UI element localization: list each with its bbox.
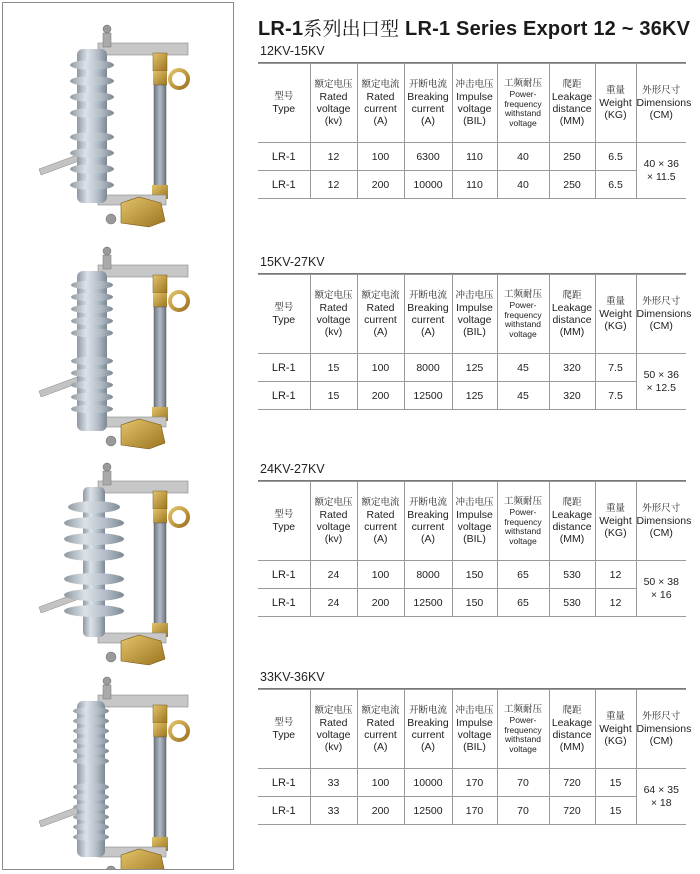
header-label-cn: 重量 [605, 296, 625, 307]
table-header-row [258, 690, 686, 769]
column-header-dimensions [636, 482, 692, 561]
cell-rated-current: 100 [357, 769, 404, 797]
header-label-en: Impulse voltage (BIL) [456, 509, 493, 545]
header-label-en: Rated voltage (kv) [316, 302, 351, 338]
header-label-cn: 开断电流 [408, 290, 447, 301]
cell-dimensions: 50 × 36 × 12.5 [636, 354, 686, 410]
cell-breaking-current: 12500 [404, 797, 452, 825]
header-label-cn: 额定电压 [314, 79, 353, 90]
header-label-cn: 冲击电压 [455, 290, 494, 301]
header-label-cn: 额定电流 [361, 705, 400, 716]
header-label-cn: 额定电压 [314, 497, 353, 508]
cell-type: LR-1 [258, 171, 310, 199]
header-label-en: Weight (KG) [599, 97, 632, 121]
header-label-en: Impulse voltage (BIL) [456, 91, 493, 127]
column-header-type [258, 690, 310, 769]
header-label-en: Impulse voltage (BIL) [456, 302, 493, 338]
fuse-cutout-photo-24kv [39, 463, 188, 665]
header-label-cn: 额定电流 [361, 497, 400, 508]
page-title [258, 14, 690, 41]
header-label-cn: 工频耐压 [503, 78, 542, 89]
header-label-cn: 额定电流 [361, 79, 400, 90]
cell-leakage: 250 [549, 171, 595, 199]
header-label-cn: 额定电流 [361, 290, 400, 301]
cell-power-freq: 40 [497, 143, 549, 171]
header-label-cn: 型号 [274, 302, 294, 313]
column-header-power-freq [497, 64, 549, 143]
header-label-cn: 冲击电压 [455, 705, 494, 716]
cell-breaking-current: 12500 [404, 589, 452, 617]
spec-section [258, 255, 692, 410]
column-header-power-freq [497, 482, 549, 561]
header-label-cn: 重量 [605, 85, 625, 96]
table-row [258, 171, 686, 199]
column-header-rated-voltage [310, 482, 357, 561]
column-header-breaking-current [404, 690, 452, 769]
cell-power-freq: 45 [497, 382, 549, 410]
cell-rated-voltage: 15 [310, 382, 357, 410]
header-label-cn: 型号 [274, 717, 294, 728]
header-label-cn: 外形尺寸 [642, 85, 681, 96]
spec-table [258, 481, 692, 617]
cell-type: LR-1 [258, 769, 310, 797]
header-label-en: Breaking current (A) [407, 302, 449, 338]
header-label-cn: 爬距 [562, 705, 582, 716]
column-header-breaking-current [404, 275, 452, 354]
cell-leakage: 530 [549, 589, 595, 617]
table-header-row [258, 64, 686, 143]
table-row [258, 769, 686, 797]
spec-section [258, 462, 692, 617]
cell-power-freq: 45 [497, 354, 549, 382]
cell-rated-current: 100 [357, 354, 404, 382]
fuse-cutout-photo-12kv [39, 25, 188, 227]
header-label-en: Rated current (A) [364, 91, 397, 127]
header-label-en: Rated voltage (kv) [316, 91, 351, 127]
cell-type: LR-1 [258, 382, 310, 410]
header-label-en: Rated current (A) [364, 509, 397, 545]
header-label-cn: 爬距 [562, 497, 582, 508]
header-label-en: Dimensions (CM) [636, 515, 692, 539]
cell-breaking-current: 6300 [404, 143, 452, 171]
fuse-cutout-illustrations [3, 3, 233, 869]
cell-weight: 7.5 [595, 382, 636, 410]
header-label-en: Weight (KG) [599, 723, 632, 747]
header-label-cn: 冲击电压 [455, 79, 494, 90]
table-row [258, 561, 686, 589]
header-label-cn: 冲击电压 [455, 497, 494, 508]
cell-leakage: 250 [549, 143, 595, 171]
column-header-dimensions [636, 690, 692, 769]
column-header-weight [595, 64, 636, 143]
cell-type: LR-1 [258, 589, 310, 617]
column-header-power-freq [497, 275, 549, 354]
header-label-cn: 开断电流 [408, 705, 447, 716]
column-header-rated-current [357, 482, 404, 561]
cell-rated-current: 200 [357, 382, 404, 410]
header-label-en: Impulse voltage (BIL) [456, 717, 493, 753]
column-header-impulse-voltage [452, 690, 497, 769]
title-en: Series Export 12 ~ 36KV [456, 18, 691, 40]
header-label-en: Leakage distance (MM) [551, 302, 593, 338]
cell-impulse-voltage: 170 [452, 797, 497, 825]
header-label-en: Type [272, 103, 296, 115]
column-header-type [258, 64, 310, 143]
cell-power-freq: 40 [497, 171, 549, 199]
cell-impulse-voltage: 125 [452, 382, 497, 410]
header-label-en: Power-frequency withstand voltage [504, 89, 542, 128]
header-label-en: Power-frequency withstand voltage [504, 300, 542, 339]
cell-impulse-voltage: 150 [452, 589, 497, 617]
header-label-en: Rated current (A) [364, 717, 397, 753]
header-label-cn: 开断电流 [408, 497, 447, 508]
header-label-cn: 型号 [274, 91, 294, 102]
section-heading: 33KV-36KV [258, 670, 686, 689]
header-label-en: Dimensions (CM) [636, 308, 692, 332]
title-cn: 系列出口型 [303, 18, 400, 40]
cell-rated-current: 200 [357, 171, 404, 199]
header-label-en: Type [272, 729, 296, 741]
cell-rated-current: 200 [357, 797, 404, 825]
cell-rated-voltage: 33 [310, 769, 357, 797]
column-header-impulse-voltage [452, 275, 497, 354]
spec-table [258, 63, 692, 199]
product-photo-panel [2, 2, 234, 870]
column-header-breaking-current [404, 64, 452, 143]
table-row [258, 143, 686, 171]
cell-weight: 15 [595, 797, 636, 825]
cell-breaking-current: 8000 [404, 354, 452, 382]
column-header-rated-voltage [310, 275, 357, 354]
cell-leakage: 320 [549, 382, 595, 410]
table-row [258, 797, 686, 825]
cell-dimensions: 40 × 36 × 11.5 [636, 143, 686, 199]
cell-breaking-current: 8000 [404, 561, 452, 589]
header-label-cn: 外形尺寸 [642, 711, 681, 722]
header-label-cn: 爬距 [562, 79, 582, 90]
header-label-en: Weight (KG) [599, 515, 632, 539]
column-header-rated-current [357, 64, 404, 143]
table-row [258, 589, 686, 617]
spec-table [258, 689, 692, 825]
column-header-impulse-voltage [452, 64, 497, 143]
fuse-cutout-photo-15kv [39, 247, 188, 449]
column-header-breaking-current [404, 482, 452, 561]
header-label-en: Type [272, 314, 296, 326]
section-heading: 15KV-27KV [258, 255, 686, 274]
cell-dimensions: 50 × 38 × 16 [636, 561, 686, 617]
header-label-cn: 外形尺寸 [642, 296, 681, 307]
header-label-en: Power-frequency withstand voltage [504, 715, 542, 754]
header-label-cn: 工频耐压 [503, 496, 542, 507]
header-label-en: Dimensions (CM) [636, 97, 692, 121]
header-label-en: Dimensions (CM) [636, 723, 692, 747]
header-label-en: Breaking current (A) [407, 509, 449, 545]
header-label-en: Type [272, 521, 296, 533]
column-header-leakage [549, 64, 595, 143]
cell-power-freq: 70 [497, 769, 549, 797]
cell-rated-voltage: 12 [310, 171, 357, 199]
cell-type: LR-1 [258, 143, 310, 171]
column-header-rated-current [357, 690, 404, 769]
column-header-type [258, 275, 310, 354]
header-label-en: Leakage distance (MM) [551, 509, 593, 545]
header-label-en: Rated voltage (kv) [316, 717, 351, 753]
header-label-en: Breaking current (A) [407, 91, 449, 127]
title-model: LR-1 [258, 18, 304, 40]
column-header-leakage [549, 275, 595, 354]
cell-type: LR-1 [258, 797, 310, 825]
cell-rated-voltage: 24 [310, 589, 357, 617]
column-header-dimensions [636, 64, 692, 143]
column-header-weight [595, 690, 636, 769]
cell-breaking-current: 10000 [404, 171, 452, 199]
header-label-cn: 重量 [605, 503, 625, 514]
cell-leakage: 530 [549, 561, 595, 589]
column-header-leakage [549, 482, 595, 561]
cell-rated-voltage: 33 [310, 797, 357, 825]
column-header-dimensions [636, 275, 692, 354]
spec-section [258, 670, 692, 825]
spec-section [258, 44, 692, 199]
table-header-row [258, 482, 686, 561]
cell-rated-voltage: 15 [310, 354, 357, 382]
header-label-cn: 外形尺寸 [642, 503, 681, 514]
header-label-cn: 重量 [605, 711, 625, 722]
column-header-rated-current [357, 275, 404, 354]
cell-leakage: 320 [549, 354, 595, 382]
header-label-cn: 爬距 [562, 290, 582, 301]
cell-breaking-current: 12500 [404, 382, 452, 410]
column-header-power-freq [497, 690, 549, 769]
cell-impulse-voltage: 110 [452, 143, 497, 171]
fuse-cutout-photo-33kv [39, 677, 188, 869]
header-label-en: Breaking current (A) [407, 717, 449, 753]
column-header-type [258, 482, 310, 561]
cell-weight: 7.5 [595, 354, 636, 382]
header-label-en: Weight (KG) [599, 308, 632, 332]
cell-power-freq: 70 [497, 797, 549, 825]
section-heading: 12KV-15KV [258, 44, 686, 63]
header-label-cn: 额定电压 [314, 705, 353, 716]
spec-table [258, 274, 692, 410]
cell-weight: 6.5 [595, 143, 636, 171]
header-label-en: Rated voltage (kv) [316, 509, 351, 545]
cell-dimensions: 64 × 35 × 18 [636, 769, 686, 825]
table-row [258, 354, 686, 382]
cell-power-freq: 65 [497, 589, 549, 617]
cell-rated-current: 100 [357, 143, 404, 171]
header-label-cn: 工频耐压 [503, 289, 542, 300]
cell-impulse-voltage: 110 [452, 171, 497, 199]
cell-power-freq: 65 [497, 561, 549, 589]
column-header-rated-voltage [310, 690, 357, 769]
header-label-cn: 工频耐压 [503, 704, 542, 715]
header-label-en: Power-frequency withstand voltage [504, 507, 542, 546]
cell-impulse-voltage: 170 [452, 769, 497, 797]
column-header-rated-voltage [310, 64, 357, 143]
cell-breaking-current: 10000 [404, 769, 452, 797]
cell-rated-voltage: 12 [310, 143, 357, 171]
header-label-en: Rated current (A) [364, 302, 397, 338]
cell-weight: 12 [595, 561, 636, 589]
column-header-weight [595, 275, 636, 354]
cell-rated-voltage: 24 [310, 561, 357, 589]
title-en-model: LR-1 [405, 18, 451, 40]
cell-impulse-voltage: 125 [452, 354, 497, 382]
column-header-impulse-voltage [452, 482, 497, 561]
column-header-weight [595, 482, 636, 561]
cell-rated-current: 100 [357, 561, 404, 589]
cell-rated-current: 200 [357, 589, 404, 617]
cell-leakage: 720 [549, 797, 595, 825]
table-row [258, 382, 686, 410]
cell-weight: 12 [595, 589, 636, 617]
header-label-cn: 型号 [274, 509, 294, 520]
cell-impulse-voltage: 150 [452, 561, 497, 589]
header-label-cn: 额定电压 [314, 290, 353, 301]
header-label-cn: 开断电流 [408, 79, 447, 90]
cell-type: LR-1 [258, 354, 310, 382]
cell-weight: 15 [595, 769, 636, 797]
cell-weight: 6.5 [595, 171, 636, 199]
table-header-row [258, 275, 686, 354]
header-label-en: Leakage distance (MM) [551, 717, 593, 753]
column-header-leakage [549, 690, 595, 769]
section-heading: 24KV-27KV [258, 462, 686, 481]
cell-type: LR-1 [258, 561, 310, 589]
cell-leakage: 720 [549, 769, 595, 797]
header-label-en: Leakage distance (MM) [551, 91, 593, 127]
